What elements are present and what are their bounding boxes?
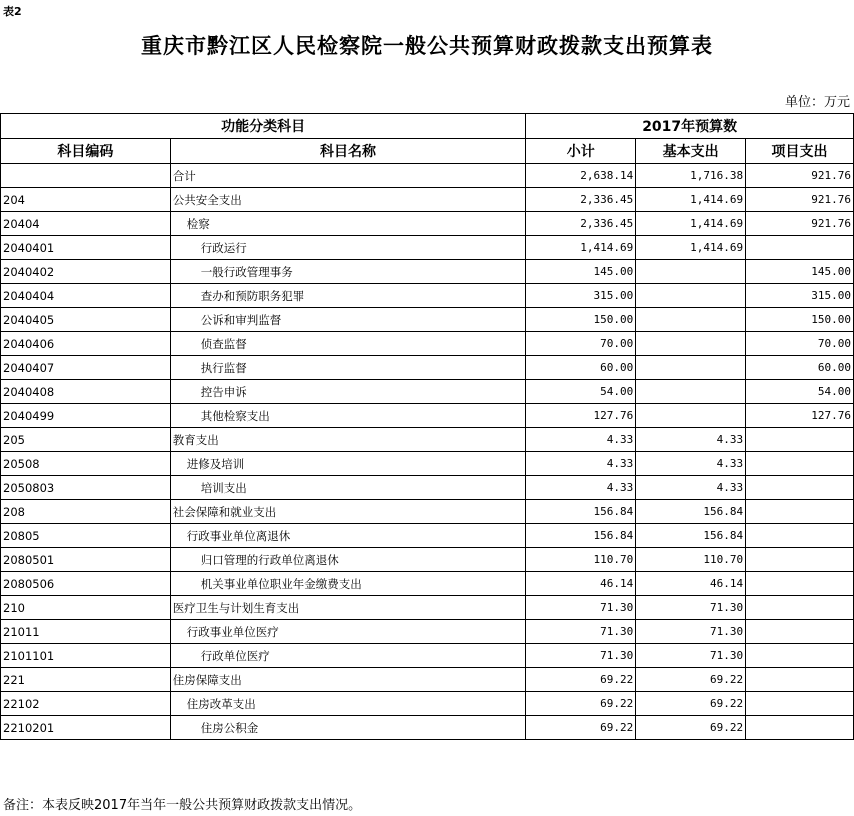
cell-project	[746, 524, 854, 548]
cell-basic: 4.33	[636, 428, 746, 452]
cell-subtotal: 2,638.14	[526, 164, 636, 188]
header-project: 项目支出	[746, 139, 854, 164]
cell-subtotal: 60.00	[526, 356, 636, 380]
cell-code: 2210201	[1, 716, 171, 740]
cell-subtotal: 71.30	[526, 644, 636, 668]
table-row	[1, 668, 854, 692]
cell-code: 20508	[1, 452, 171, 476]
cell-project	[746, 548, 854, 572]
cell-basic: 156.84	[636, 500, 746, 524]
page-title: 重庆市黔江区人民检察院一般公共预算财政拨款支出预算表	[141, 33, 713, 58]
cell-project: 54.00	[746, 380, 854, 404]
cell-name: 社会保障和就业支出	[170, 500, 526, 524]
cell-subtotal: 2,336.45	[526, 188, 636, 212]
cell-name: 控告申诉	[170, 380, 526, 404]
cell-basic: 110.70	[636, 548, 746, 572]
cell-name: 培训支出	[170, 476, 526, 500]
table-row	[1, 692, 854, 716]
cell-subtotal: 2,336.45	[526, 212, 636, 236]
cell-project: 315.00	[746, 284, 854, 308]
cell-name: 公共安全支出	[170, 188, 526, 212]
cell-name: 执行监督	[170, 356, 526, 380]
cell-project: 921.76	[746, 188, 854, 212]
cell-subtotal: 69.22	[526, 716, 636, 740]
table-row	[1, 188, 854, 212]
cell-basic	[636, 284, 746, 308]
cell-subtotal: 145.00	[526, 260, 636, 284]
cell-name: 住房保障支出	[170, 668, 526, 692]
table-row	[1, 500, 854, 524]
cell-name: 教育支出	[170, 428, 526, 452]
cell-project: 127.76	[746, 404, 854, 428]
cell-basic: 71.30	[636, 620, 746, 644]
cell-code: 2080501	[1, 548, 171, 572]
table-row	[1, 284, 854, 308]
table-row	[1, 236, 854, 260]
cell-code: 2040406	[1, 332, 171, 356]
cell-basic	[636, 308, 746, 332]
table-row	[1, 356, 854, 380]
cell-basic: 1,716.38	[636, 164, 746, 188]
unit-label: 单位：万元	[784, 95, 850, 110]
cell-project	[746, 596, 854, 620]
cell-name: 住房公积金	[170, 716, 526, 740]
table-number: 表2	[3, 5, 22, 18]
cell-basic	[636, 260, 746, 284]
cell-basic	[636, 380, 746, 404]
cell-code: 20805	[1, 524, 171, 548]
cell-name: 一般行政管理事务	[170, 260, 526, 284]
header-budget-year: 2017年预算数	[526, 114, 854, 139]
cell-basic: 1,414.69	[636, 212, 746, 236]
cell-project: 150.00	[746, 308, 854, 332]
cell-code: 2040401	[1, 236, 171, 260]
cell-project	[746, 716, 854, 740]
table-row	[1, 620, 854, 644]
cell-code: 2040402	[1, 260, 171, 284]
table-row	[1, 428, 854, 452]
table-row	[1, 572, 854, 596]
cell-subtotal: 150.00	[526, 308, 636, 332]
cell-basic: 156.84	[636, 524, 746, 548]
cell-subtotal: 1,414.69	[526, 236, 636, 260]
table-row	[1, 452, 854, 476]
cell-code: 2050803	[1, 476, 171, 500]
cell-code: 2040404	[1, 284, 171, 308]
table-row	[1, 716, 854, 740]
table-row	[1, 524, 854, 548]
cell-subtotal: 156.84	[526, 500, 636, 524]
cell-basic: 1,414.69	[636, 236, 746, 260]
header-code: 科目编码	[1, 139, 171, 164]
table-row	[1, 212, 854, 236]
table-row	[1, 476, 854, 500]
cell-subtotal: 71.30	[526, 620, 636, 644]
cell-name: 查办和预防职务犯罪	[170, 284, 526, 308]
cell-subtotal: 54.00	[526, 380, 636, 404]
cell-name: 进修及培训	[170, 452, 526, 476]
cell-code: 22102	[1, 692, 171, 716]
cell-project	[746, 452, 854, 476]
cell-code: 221	[1, 668, 171, 692]
cell-code: 208	[1, 500, 171, 524]
cell-subtotal: 71.30	[526, 596, 636, 620]
table-body	[1, 164, 854, 740]
cell-subtotal: 4.33	[526, 428, 636, 452]
cell-code: 2040405	[1, 308, 171, 332]
cell-subtotal: 315.00	[526, 284, 636, 308]
cell-name: 合计	[170, 164, 526, 188]
cell-code: 2040408	[1, 380, 171, 404]
cell-subtotal: 70.00	[526, 332, 636, 356]
cell-subtotal: 127.76	[526, 404, 636, 428]
cell-subtotal: 156.84	[526, 524, 636, 548]
cell-subtotal: 69.22	[526, 668, 636, 692]
cell-project: 60.00	[746, 356, 854, 380]
cell-basic: 71.30	[636, 644, 746, 668]
cell-name: 公诉和审判监督	[170, 308, 526, 332]
cell-code: 205	[1, 428, 171, 452]
cell-code: 20404	[1, 212, 171, 236]
cell-basic	[636, 332, 746, 356]
header-basic: 基本支出	[636, 139, 746, 164]
cell-code: 21011	[1, 620, 171, 644]
table-row	[1, 596, 854, 620]
table-row	[1, 548, 854, 572]
cell-basic: 69.22	[636, 716, 746, 740]
cell-name: 侦查监督	[170, 332, 526, 356]
cell-project	[746, 644, 854, 668]
cell-project	[746, 476, 854, 500]
cell-code: 2080506	[1, 572, 171, 596]
cell-code	[1, 164, 171, 188]
cell-code: 2040499	[1, 404, 171, 428]
cell-name: 检察	[170, 212, 526, 236]
cell-code: 2101101	[1, 644, 171, 668]
footnote: 备注：本表反映2017年当年一般公共预算财政拨款支出情况。	[3, 798, 362, 813]
cell-code: 204	[1, 188, 171, 212]
cell-name: 行政单位医疗	[170, 644, 526, 668]
cell-name: 行政事业单位医疗	[170, 620, 526, 644]
table-row	[1, 332, 854, 356]
cell-basic: 1,414.69	[636, 188, 746, 212]
cell-project	[746, 500, 854, 524]
cell-basic: 69.22	[636, 668, 746, 692]
cell-project: 921.76	[746, 212, 854, 236]
cell-code: 2040407	[1, 356, 171, 380]
cell-basic	[636, 356, 746, 380]
cell-name: 医疗卫生与计划生育支出	[170, 596, 526, 620]
cell-subtotal: 69.22	[526, 692, 636, 716]
cell-project	[746, 236, 854, 260]
header-name: 科目名称	[170, 139, 526, 164]
cell-subtotal: 46.14	[526, 572, 636, 596]
cell-name: 行政运行	[170, 236, 526, 260]
cell-project	[746, 692, 854, 716]
cell-code: 210	[1, 596, 171, 620]
cell-basic: 71.30	[636, 596, 746, 620]
table-row	[1, 644, 854, 668]
cell-basic: 4.33	[636, 476, 746, 500]
cell-project: 70.00	[746, 332, 854, 356]
cell-subtotal: 4.33	[526, 452, 636, 476]
cell-name: 住房改革支出	[170, 692, 526, 716]
cell-name: 其他检察支出	[170, 404, 526, 428]
table-row	[1, 260, 854, 284]
table-row	[1, 164, 854, 188]
cell-name: 归口管理的行政单位离退休	[170, 548, 526, 572]
cell-subtotal: 4.33	[526, 476, 636, 500]
cell-basic	[636, 404, 746, 428]
header-function-category: 功能分类科目	[1, 114, 526, 139]
cell-basic: 4.33	[636, 452, 746, 476]
cell-project	[746, 572, 854, 596]
cell-basic: 46.14	[636, 572, 746, 596]
table-row	[1, 404, 854, 428]
cell-project: 145.00	[746, 260, 854, 284]
header-subtotal: 小计	[526, 139, 636, 164]
cell-project	[746, 428, 854, 452]
budget-table	[0, 113, 854, 740]
cell-project	[746, 668, 854, 692]
cell-name: 机关事业单位职业年金缴费支出	[170, 572, 526, 596]
cell-project: 921.76	[746, 164, 854, 188]
cell-project	[746, 620, 854, 644]
cell-subtotal: 110.70	[526, 548, 636, 572]
table-row	[1, 380, 854, 404]
cell-basic: 69.22	[636, 692, 746, 716]
table-row	[1, 308, 854, 332]
cell-name: 行政事业单位离退休	[170, 524, 526, 548]
